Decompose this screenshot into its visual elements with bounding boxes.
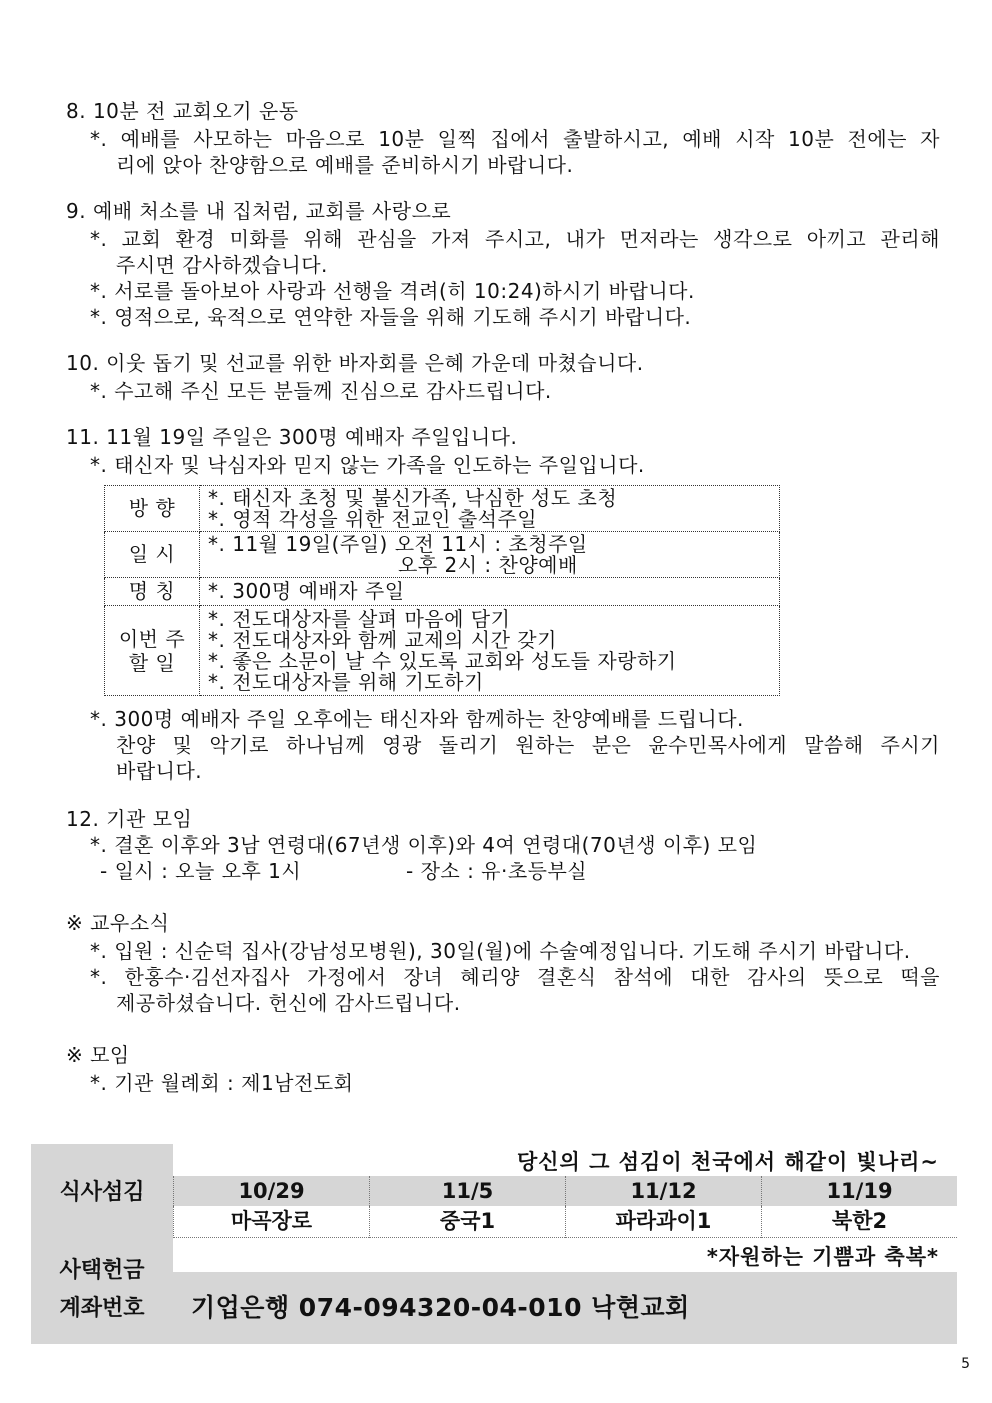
table-value <box>200 532 780 578</box>
section-12-time: - 일시 : 오늘 오후 1시 <box>100 859 302 883</box>
table-row <box>105 486 780 532</box>
serving-date: 11/5 <box>369 1176 565 1206</box>
section-8-line: 리에 앉아 찬양함으로 예배를 준비하시기 바랍니다. <box>116 153 574 177</box>
section-12-title: 12. 기관 모임 <box>66 807 193 831</box>
serving-group: 파라과이1 <box>565 1206 761 1238</box>
table-value <box>200 606 780 696</box>
table-value-line: *. 전도대상자를 살펴 마음에 담기 <box>208 606 511 631</box>
table-key: 일 시 <box>105 532 200 578</box>
section-8-title: 8. 10분 전 교회오기 운동 <box>66 99 299 123</box>
event-info-table <box>104 485 780 696</box>
section-11-title: 11. 11월 19일 주일은 300명 예배자 주일입니다. <box>66 425 518 449</box>
serving-date: 10/29 <box>173 1176 369 1206</box>
section-11-line: *. 300명 예배자 주일 오후에는 태신자와 함께하는 찬양예배를 드립니다. <box>90 707 744 731</box>
table-key: 명 칭 <box>105 578 200 606</box>
news-title: ※ 교우소식 <box>66 911 170 935</box>
table-value-line: *. 300명 예배자 주일 <box>208 579 405 603</box>
page-number: 5 <box>961 1356 970 1372</box>
serving-label: 식사섬김 <box>59 1180 145 1205</box>
table-row <box>105 606 780 696</box>
section-9-line: *. 영적으로, 육적으로 연약한 자들을 위해 기도해 주시기 바랍니다. <box>90 305 692 329</box>
table-value <box>200 486 780 532</box>
meeting-title: ※ 모임 <box>66 1043 130 1067</box>
section-11-line: *. 태신자 및 낙심자와 믿지 않는 가족을 인도하는 주일입니다. <box>90 453 645 477</box>
table-value-line: *. 좋은 소문이 날 수 있도록 교회와 성도들 자랑하기 <box>208 648 677 673</box>
serving-schedule <box>173 1176 957 1238</box>
table-value-line: *. 전도대상자를 위해 기도하기 <box>208 669 484 694</box>
section-12-place: - 장소 : 유·초등부실 <box>406 859 588 883</box>
serving-group: 중국1 <box>369 1206 565 1238</box>
news-line: *. 한홍수·김선자집사 가정에서 장녀 혜리양 결혼식 참석에 대한 감사의 뜻으로 떡을 <box>90 965 940 989</box>
offering-label: 사택헌금 <box>59 1258 145 1283</box>
serving-group: 마곡장로 <box>173 1206 369 1238</box>
account-label: 계좌번호 <box>59 1296 145 1321</box>
table-value-line: *. 태신자 초청 및 불신가족, 낙심한 성도 초청 <box>208 485 618 510</box>
table-key: 방 향 <box>105 486 200 532</box>
table-key: 이번 주 할 일 <box>105 606 200 696</box>
section-12-line: *. 결혼 이후와 3남 연령대(67년생 이후)와 4여 연령대(70년생 이후) 모임 <box>90 833 758 857</box>
section-9-line: *. 교회 환경 미화를 위해 관심을 가져 주시고, 내가 먼저라는 생각으로 아끼고 관리해 <box>90 227 940 251</box>
table-row <box>105 532 780 578</box>
table-value <box>200 578 780 606</box>
offering-note: *자원하는 기쁨과 축복* <box>706 1245 939 1269</box>
serving-date: 11/19 <box>761 1176 957 1206</box>
table-value-line: 오후 2시 : 찬양예배 <box>398 552 578 577</box>
table-value-line: *. 전도대상자와 함께 교제의 시간 갖기 <box>208 627 557 652</box>
serving-date: 11/12 <box>565 1176 761 1206</box>
section-9-line: 주시면 감사하겠습니다. <box>116 253 328 277</box>
section-10-title: 10. 이웃 돕기 및 선교를 위한 바자회를 은혜 가운데 마쳤습니다. <box>66 351 644 375</box>
news-line: *. 입원 : 신순덕 집사(강남성모병원), 30일(월)에 수술예정입니다. 기도해 주시기 바랍니다. <box>90 939 911 963</box>
meeting-line: *. 기관 월례회 : 제1남전도회 <box>90 1071 354 1095</box>
news-line: 제공하셨습니다. 헌신에 감사드립니다. <box>116 991 461 1015</box>
section-9-line: *. 서로를 돌아보아 사랑과 선행을 격려(히 10:24)하시기 바랍니다. <box>90 279 695 303</box>
account-number: 기업은행 074-094320-04-010 낙현교회 <box>191 1293 690 1322</box>
table-value-line: *. 영적 각성을 위한 전교인 출석주일 <box>208 506 538 531</box>
section-11-line: 찬양 및 악기로 하나님께 영광 돌리기 원하는 분은 윤수민목사에게 말씀해 주시기 <box>116 733 940 757</box>
section-11-line: 바랍니다. <box>116 759 203 783</box>
section-10-line: *. 수고해 주신 모든 분들께 진심으로 감사드립니다. <box>90 379 552 403</box>
serving-group: 북한2 <box>761 1206 957 1238</box>
section-9-title: 9. 예배 처소를 내 집처럼, 교회를 사랑으로 <box>66 199 452 223</box>
serving-box <box>31 1144 957 1344</box>
table-row <box>105 578 780 606</box>
section-8-line: *. 예배를 사모하는 마음으로 10분 일찍 집에서 출발하시고, 예배 시작 10분 전에는 자 <box>90 127 940 151</box>
table-value-line: *. 11월 19일(주일) 오전 11시 : 초청주일 <box>208 531 588 556</box>
serving-slogan: 당신의 그 섬김이 천국에서 해같이 빛나리~ <box>517 1146 939 1176</box>
